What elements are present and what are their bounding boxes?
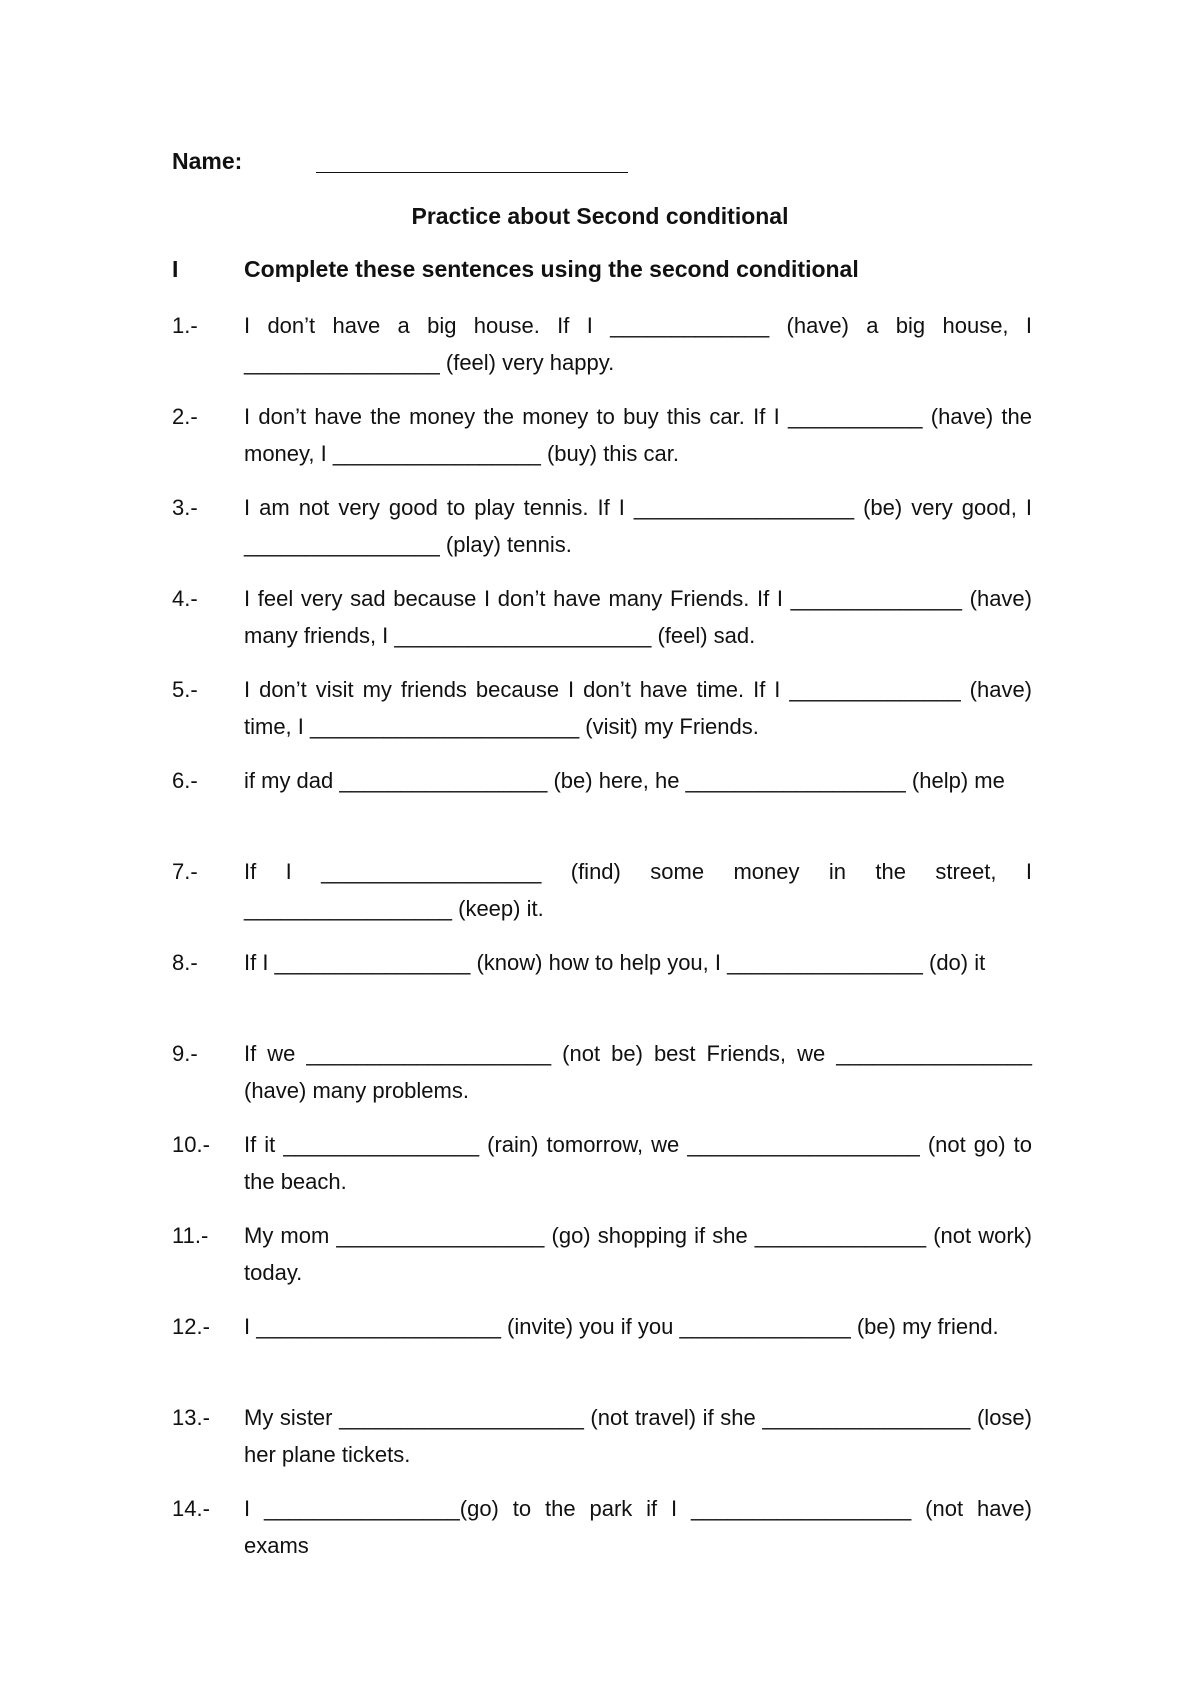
exercise-item	[172, 398, 1032, 489]
exercise-number: 14.-	[172, 1496, 210, 1521]
exercise-item	[172, 1035, 1032, 1126]
exercise-item	[172, 762, 1032, 853]
exercise-item	[172, 1126, 1032, 1217]
exercise-number: 13.-	[172, 1405, 210, 1430]
exercise-text: If I ________________ (know) how to help you, I ________________ (do) it	[244, 950, 986, 975]
name-blank-line	[316, 172, 628, 173]
exercise-item	[172, 1308, 1032, 1399]
exercise-text: I ________________(go) to the park if I __________________ (not have) exams	[244, 1496, 1032, 1558]
exercise-number: 1.-	[172, 313, 198, 338]
name-label: Name:	[172, 148, 243, 174]
exercise-number: 3.-	[172, 495, 198, 520]
exercise-item	[172, 489, 1032, 580]
exercise-text: If it ________________ (rain) tomorrow, we ___________________ (not go) to the beach.	[244, 1132, 1032, 1194]
exercise-item	[172, 1399, 1032, 1490]
exercise-number: 8.-	[172, 950, 198, 975]
exercise-number: 11.-	[172, 1223, 209, 1248]
exercise-list	[172, 307, 1032, 1581]
exercise-item	[172, 580, 1032, 671]
exercise-number: 2.-	[172, 404, 198, 429]
exercise-item	[172, 671, 1032, 762]
exercise-number: 6.-	[172, 768, 198, 793]
exercise-text: I ____________________ (invite) you if you ______________ (be) my friend.	[244, 1314, 999, 1339]
exercise-text: My sister ____________________ (not travel) if she _________________ (lose) her plane tickets.	[244, 1405, 1032, 1467]
section-heading: Complete these sentences using the second conditional	[244, 256, 859, 282]
exercise-number: 10.-	[172, 1132, 210, 1157]
exercise-number: 5.-	[172, 677, 198, 702]
exercise-text: I don’t visit my friends because I don’t have time. If I ______________ (have) time, I ______________________ (visit) my Friends.	[244, 677, 1032, 739]
section-number: I	[172, 256, 179, 282]
exercise-number: 4.-	[172, 586, 198, 611]
exercise-item	[172, 944, 1032, 1035]
exercise-text: I am not very good to play tennis. If I __________________ (be) very good, I ________________ (play) tennis.	[244, 495, 1032, 557]
exercise-text: I don’t have a big house. If I _____________ (have) a big house, I ________________ (feel) very happy.	[244, 313, 1032, 375]
exercise-text: My mom _________________ (go) shopping if she ______________ (not work) today.	[244, 1223, 1032, 1285]
exercise-item	[172, 1490, 1032, 1581]
exercise-text: If we ____________________ (not be) best Friends, we ________________ (have) many problems.	[244, 1041, 1032, 1103]
exercise-number: 7.-	[172, 859, 198, 884]
exercise-text: I don’t have the money the money to buy this car. If I ___________ (have) the money, I _________________ (buy) this car.	[244, 404, 1032, 466]
exercise-item	[172, 1217, 1032, 1308]
exercise-text: I feel very sad because I don’t have many Friends. If I ______________ (have) many friends, I _____________________ (feel) sad.	[244, 586, 1032, 648]
exercise-number: 9.-	[172, 1041, 198, 1066]
exercise-text: if my dad _________________ (be) here, he __________________ (help) me	[244, 768, 1005, 793]
exercise-text: If I __________________ (find) some money in the street, I _________________ (keep) it.	[244, 859, 1032, 921]
exercise-item	[172, 853, 1032, 944]
exercise-number: 12.-	[172, 1314, 210, 1339]
exercise-item	[172, 307, 1032, 398]
worksheet-title: Practice about Second conditional	[411, 203, 789, 229]
